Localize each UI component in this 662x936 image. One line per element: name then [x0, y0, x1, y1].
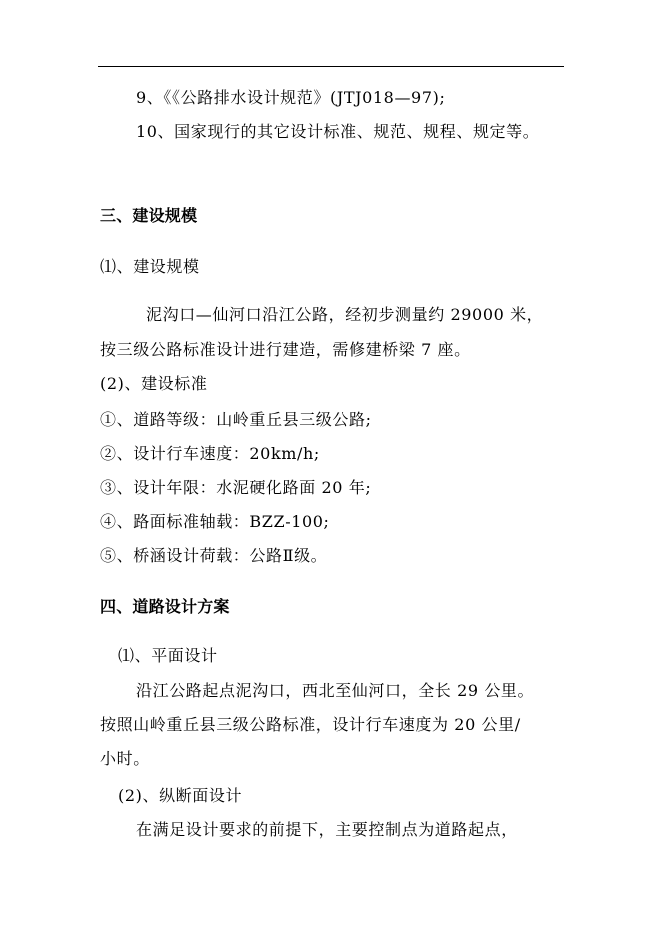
- list-item: ④、路面标准轴载：BZZ-100;: [100, 512, 330, 531]
- paragraph-line: 小时。: [100, 749, 150, 768]
- subsection-title-plan-design: ⑴、平面设计: [118, 646, 218, 665]
- header-rule: [98, 66, 564, 67]
- section-heading-road-design: 四、道路设计方案: [100, 597, 230, 616]
- reference-item-9: 9、《《公路排水设计规范》(JTJ018—97);: [136, 88, 446, 107]
- list-item: ②、设计行车速度：20km/h;: [100, 444, 320, 463]
- section-heading-construction-scale: 三、建设规模: [100, 206, 198, 225]
- list-item: ③、设计年限：水泥硬化路面 20 年;: [100, 478, 372, 497]
- list-item: ⑤、桥涵设计荷载：公路Ⅱ级。: [100, 546, 328, 565]
- paragraph-line: 泥沟口—仙河口沿江公路，经初步测量约 29000 米，: [146, 305, 544, 324]
- paragraph-line: 在满足设计要求的前提下，主要控制点为道路起点，: [136, 820, 518, 839]
- paragraph-line: 按三级公路标准设计进行建造，需修建桥梁 7 座。: [100, 340, 471, 359]
- list-item: ①、道路等级：山岭重丘县三级公路;: [100, 410, 372, 429]
- paragraph-line: 沿江公路起点泥沟口，西北至仙河口，全长 29 公里。: [136, 681, 535, 700]
- subsection-title-construction-scale: ⑴、建设规模: [100, 257, 200, 276]
- reference-item-10: 10、国家现行的其它设计标准、规范、规程、规定等。: [136, 122, 540, 141]
- subsection-title-construction-standard: (2)、建设标准: [100, 374, 208, 393]
- subsection-title-profile-design: (2)、纵断面设计: [118, 786, 243, 805]
- paragraph-line: 按照山岭重丘县三级公路标准，设计行车速度为 20 公里/: [100, 715, 521, 734]
